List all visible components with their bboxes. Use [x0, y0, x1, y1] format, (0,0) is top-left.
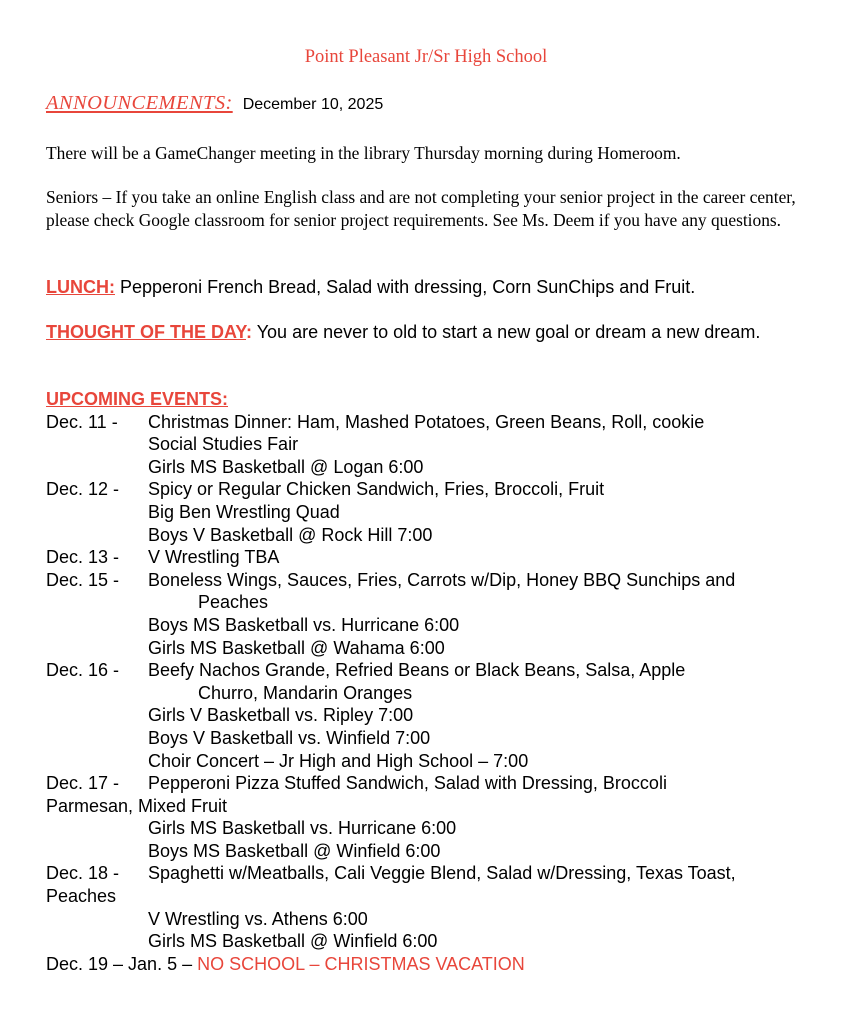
event-row: [46, 569, 826, 592]
lunch-label: LUNCH:: [46, 277, 115, 297]
event-row: [46, 546, 826, 569]
event-date: Dec. 15 -: [46, 569, 120, 590]
lunch-text: Pepperoni French Bread, Salad with dressing, Corn SunChips and Fruit.: [115, 277, 696, 297]
event-row: [46, 772, 826, 795]
event-date: Dec. 17 -: [46, 773, 120, 794]
event-line: Big Ben Wrestling Quad: [148, 501, 340, 522]
event-date: Dec. 13 -: [46, 547, 120, 568]
thought-text: You are never to old to start a new goal or dream a new dream.: [252, 322, 761, 342]
event-line: Girls MS Basketball vs. Hurricane 6:00: [148, 818, 457, 839]
events-label: UPCOMING EVENTS:: [46, 389, 229, 409]
event-line: Girls V Basketball vs. Ripley 7:00: [148, 705, 414, 726]
event-line: Christmas Dinner: Ham, Mashed Potatoes, Green Beans, Roll, cookie: [148, 411, 705, 432]
school-title: Point Pleasant Jr/Sr High School: [304, 47, 548, 67]
event-line: Peaches: [46, 886, 117, 907]
event-line: Spicy or Regular Chicken Sandwich, Fries, Broccoli, Fruit: [148, 479, 605, 500]
thought-section: [46, 321, 816, 344]
lunch-section: [46, 276, 816, 299]
event-line: Girls MS Basketball @ Logan 6:00: [148, 456, 424, 477]
announcements-label: ANNOUNCEMENTS:: [46, 92, 233, 114]
christmas-break-row: [46, 953, 826, 976]
break-text: NO SCHOOL – CHRISTMAS VACATION: [197, 953, 525, 974]
event-row: [46, 862, 826, 885]
event-line: Beefy Nachos Grande, Refried Beans or Black Beans, Salsa, Apple: [148, 660, 686, 681]
event-line: Choir Concert – Jr High and High School – 7:00: [148, 750, 529, 771]
announcement-seniors: Seniors – If you take an online English class and are not completing your senior project in the career center, please check Google classroom for senior project requirements. See Ms. Deem if you have any questions.: [46, 187, 796, 230]
event-line: Parmesan, Mixed Fruit: [46, 795, 228, 816]
announcements-heading: [46, 92, 383, 115]
event-line: Churro, Mandarin Oranges: [198, 682, 413, 703]
event-row: [46, 411, 826, 434]
event-line: Boys MS Basketball @ Winfield 6:00: [148, 840, 441, 861]
event-line: Spaghetti w/Meatballs, Cali Veggie Blend, Salad w/Dressing, Texas Toast,: [148, 863, 736, 884]
event-date: Dec. 16 -: [46, 660, 120, 681]
event-row: [46, 478, 826, 501]
announcement-date: December 10, 2025: [242, 96, 384, 113]
event-line: Boys MS Basketball vs. Hurricane 6:00: [148, 614, 460, 635]
event-date: Dec. 18 -: [46, 863, 120, 884]
event-line: Boys V Basketball @ Rock Hill 7:00: [148, 524, 433, 545]
event-line: V Wrestling vs. Athens 6:00: [148, 908, 368, 929]
event-date: Dec. 11 -: [46, 411, 118, 432]
event-date: Dec. 12 -: [46, 479, 120, 500]
event-line: Boys V Basketball vs. Winfield 7:00: [148, 727, 431, 748]
event-line: Boneless Wings, Sauces, Fries, Carrots w/Dip, Honey BBQ Sunchips and: [148, 569, 736, 590]
event-line: Girls MS Basketball @ Wahama 6:00: [148, 637, 445, 658]
thought-label: THOUGHT OF THE DAY: [46, 322, 247, 342]
event-row: [46, 659, 826, 682]
upcoming-events: [46, 388, 826, 975]
thought-colon: :: [246, 322, 253, 342]
event-line: Pepperoni Pizza Stuffed Sandwich, Salad with Dressing, Broccoli: [148, 773, 667, 794]
announcement-gamechanger: There will be a GameChanger meeting in the library Thursday morning during Homeroom.: [46, 143, 681, 163]
event-line: V Wrestling TBA: [148, 547, 280, 568]
break-dates: Dec. 19 – Jan. 5 –: [46, 953, 198, 974]
event-line: Peaches: [198, 592, 269, 613]
event-line: Girls MS Basketball @ Winfield 6:00: [148, 931, 438, 952]
event-line: Social Studies Fair: [148, 434, 299, 455]
